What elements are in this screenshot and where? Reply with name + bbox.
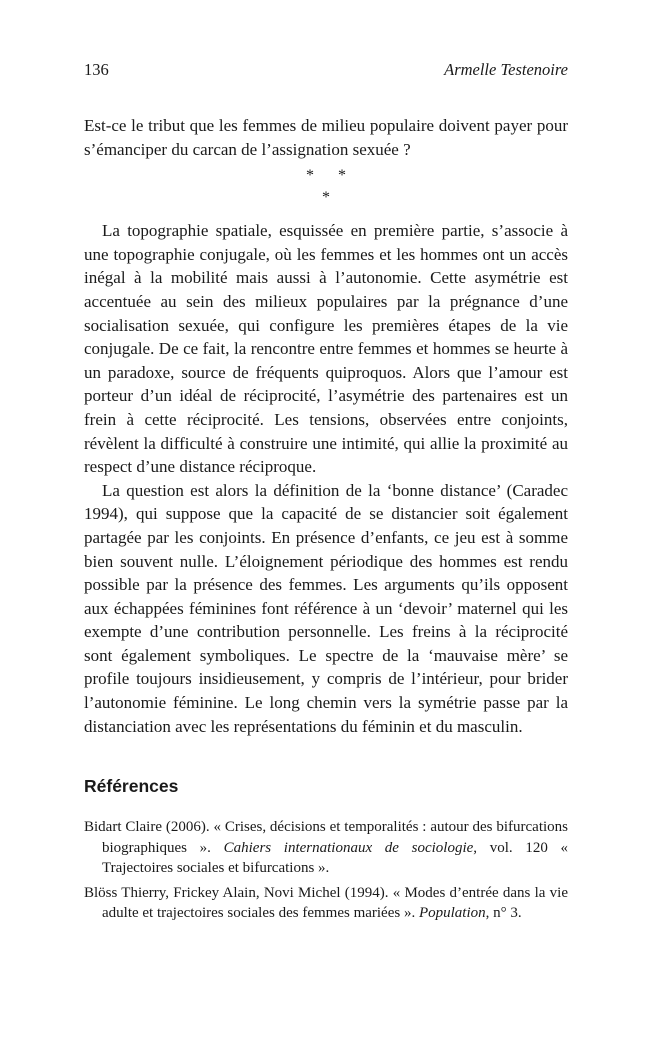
references-heading: Références bbox=[84, 776, 179, 797]
reference-text: Bidart Claire (2006). « Crises, décisions et temporalités : autour des bifurcations biographiques ». bbox=[84, 819, 568, 856]
paragraph-bonne-distance: La question est alors la définition de la ‘bonne distance’ (Caradec 1994), qui suppose que la capacité de se distancier soit également partagée par les conjoints. En présence d’enfants, ce jeu est à somme bien souvent nulle. L’éloignement périodique des hommes est rendu possible par la présence des femmes. Les arguments qu’ils opposent aux échappées féminines font référence à un ‘devoir’ maternel qui les exempte d’une contribution personnelle. Les freins à la réciprocité sont également symboliques. Le spectre de la ‘mauvaise mère’ se profile toujours insidieusement, y compris de l’intérieur, pour brider l’autonomie féminine. Le long chemin vers la symétrie passe par la distanciation avec les représentations du féminin et du masculin. bbox=[84, 480, 568, 736]
reference-entry bbox=[84, 883, 568, 924]
reference-journal: Population bbox=[418, 905, 486, 922]
running-author: Armelle Testenoire bbox=[444, 60, 568, 79]
paragraph-topographie: La topographie spatiale, esquissée en première partie, s’associe à une topographie conjugale, où les femmes et les hommes ont un accès inégal à la mobilité mais aussi à l’autonomie. Cette asymétrie est accentuée au sein des milieux populaires par la prégnance d’une socialisation sexuée, qui configure les premières étapes de la vie conjugale. De ce fait, la rencontre entre femmes et hommes se heurte à un paradoxe, source de fréquents quiproquos. Alors que l’amour est porteur d’un idéal de réciprocité, l’asymétrie des partenaires est un frein à cette réciprocité. Les tensions, observées entre conjoints, révèlent la difficulté à construire une intimité, qui allie la proximité au respect d’une distance réciproque. bbox=[84, 221, 568, 477]
page-number: 136 bbox=[84, 60, 109, 79]
reference-journal: Cahiers internationaux de sociologie bbox=[223, 839, 474, 856]
references-list bbox=[84, 817, 568, 924]
reference-details: , n° 3. bbox=[485, 905, 522, 922]
reference-text: Blöss Thierry, Frickey Alain, Novi Michel (1994). « Modes d’entrée dans la vie adulte et trajectoires sociales des femmes mariées ». bbox=[84, 884, 568, 922]
asterism-separator bbox=[84, 165, 568, 209]
book-page bbox=[84, 60, 568, 928]
asterism-row-1: * * bbox=[306, 167, 356, 185]
asterism-row-2: * bbox=[322, 189, 330, 207]
running-header bbox=[84, 60, 568, 86]
intro-paragraph: Est-ce le tribut que les femmes de milieu populaire doivent payer pour s’émanciper du carcan de l’assignation sexuée ? bbox=[84, 116, 568, 159]
reference-entry bbox=[84, 817, 568, 879]
reference-details: , vol. 120 « Trajectoires sociales et bifurcations ». bbox=[102, 839, 569, 877]
body-text bbox=[84, 114, 568, 738]
